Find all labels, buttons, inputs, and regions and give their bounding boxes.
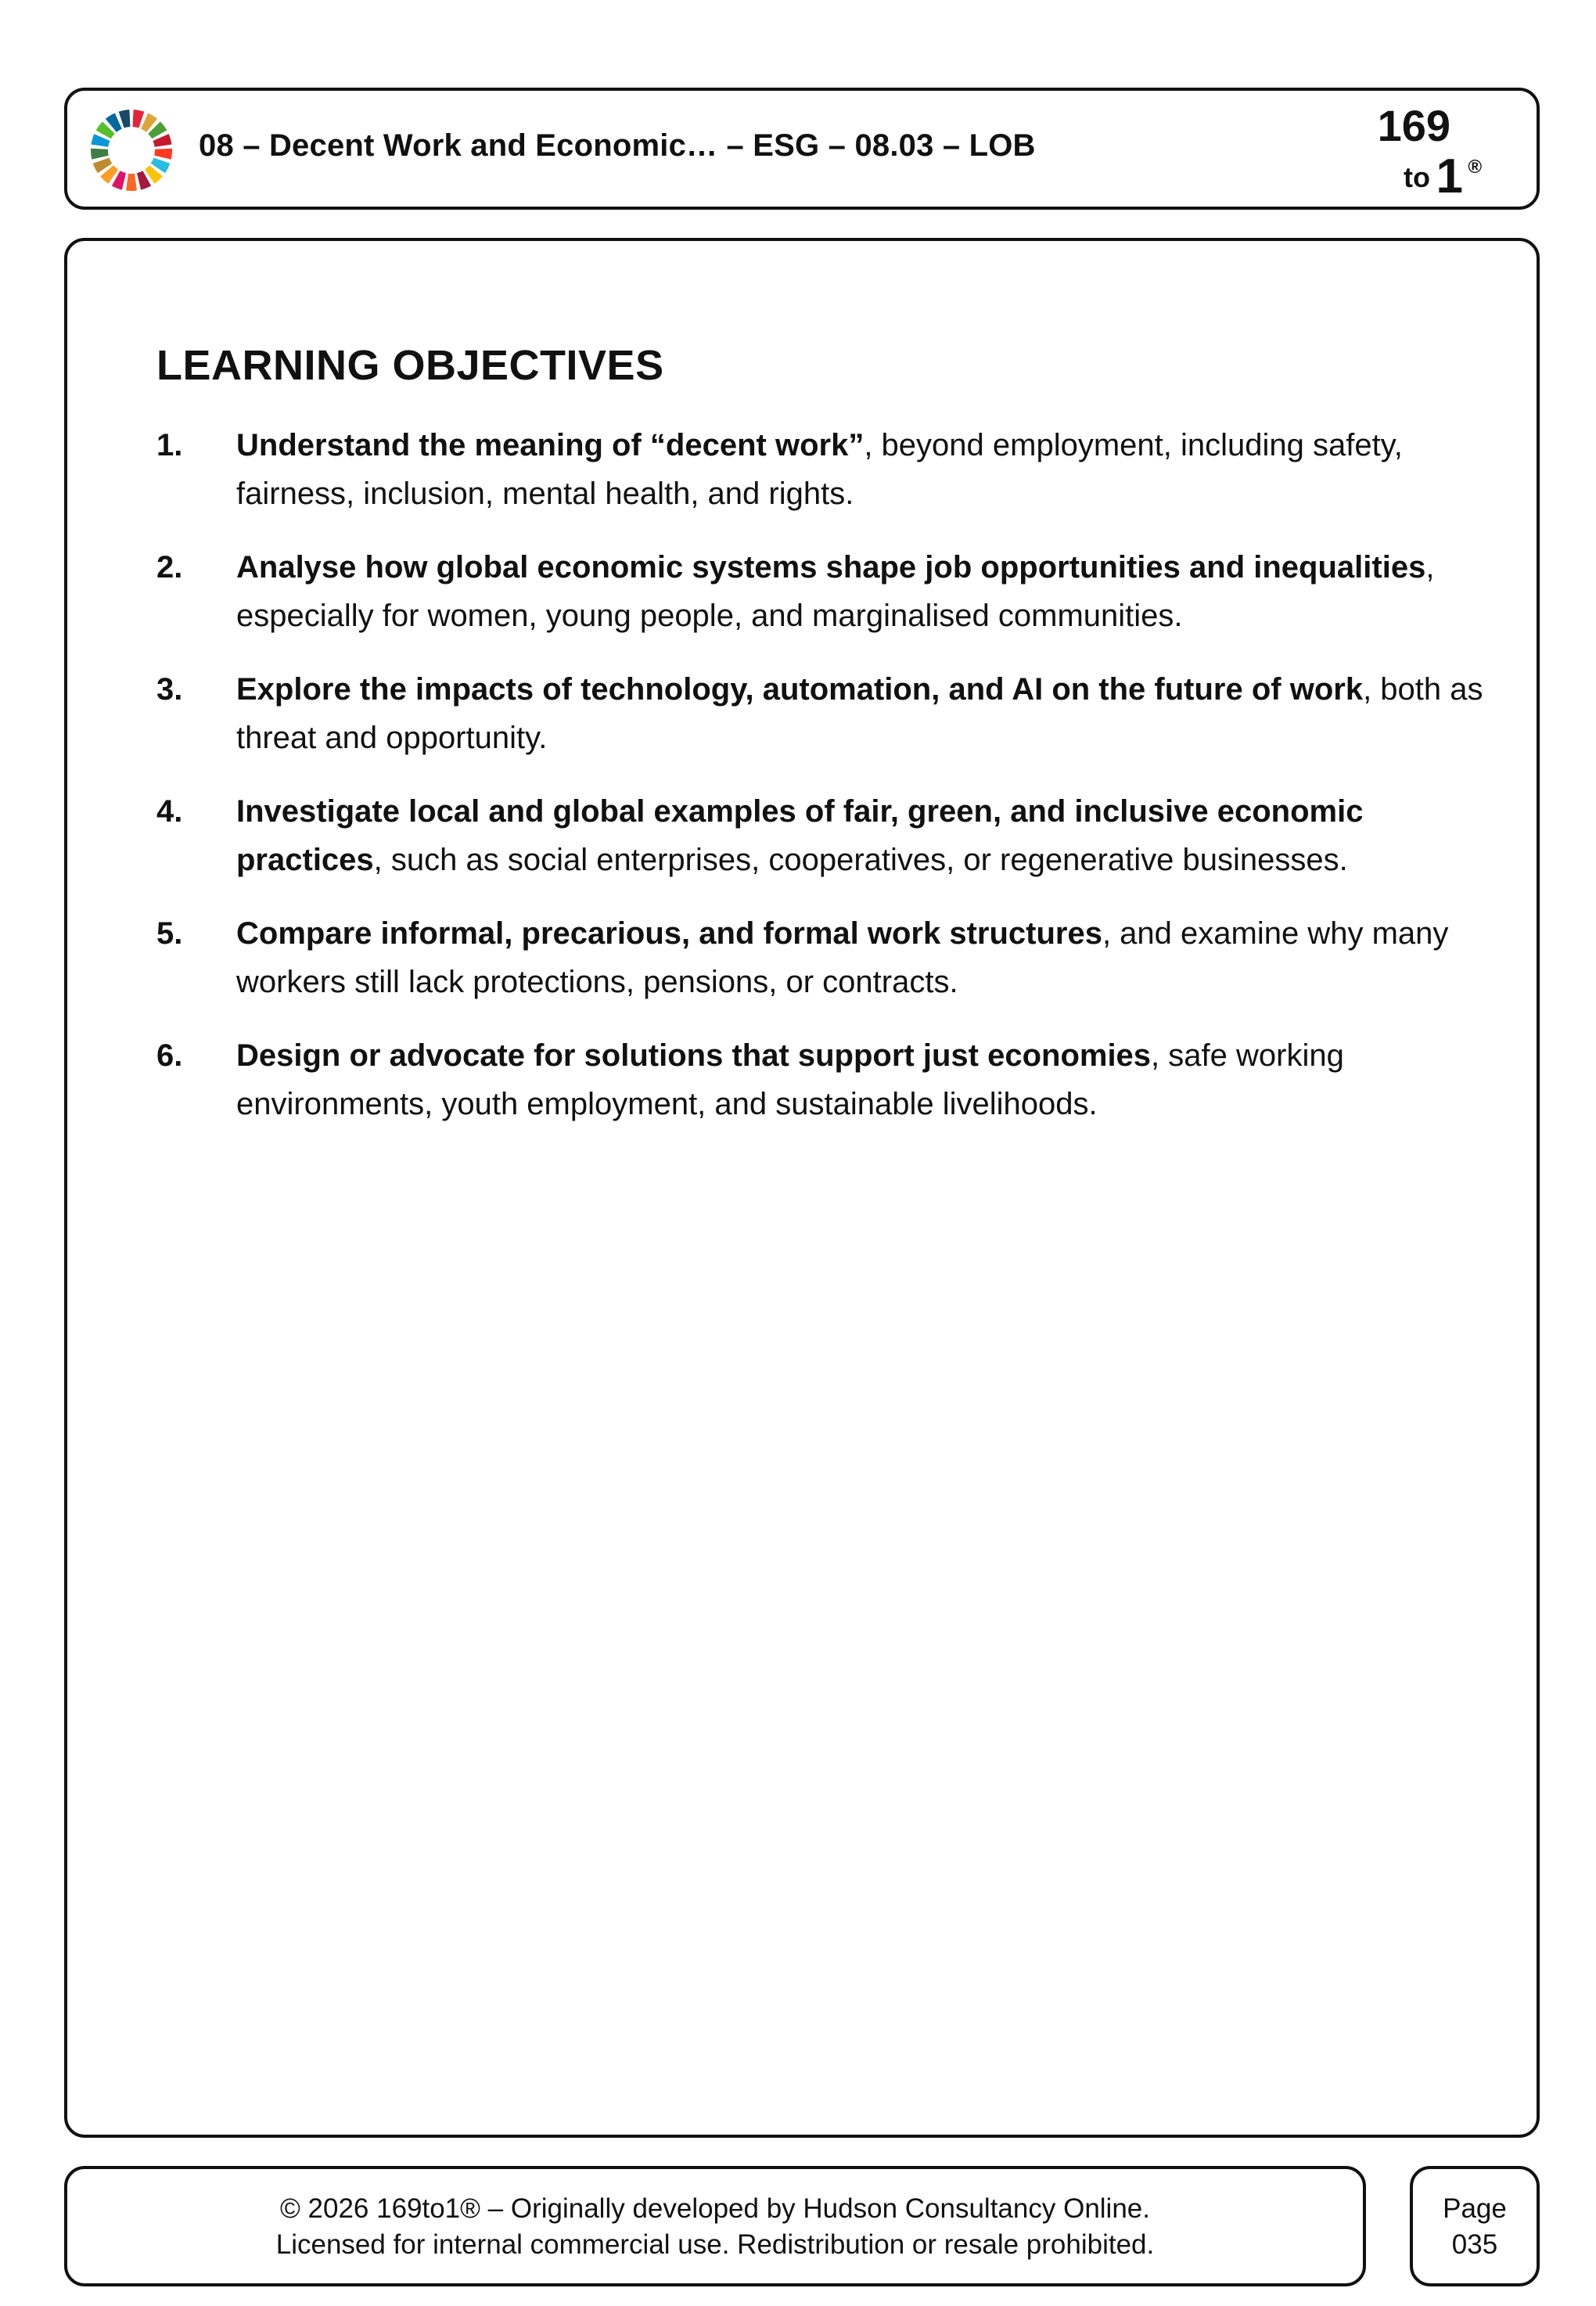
objective-heading: Design or advocate for solutions that support just economies <box>236 1038 1152 1073</box>
brand-number: 169 <box>1377 101 1450 150</box>
sdg-wheel-icon <box>89 108 174 192</box>
wheel-segment <box>132 110 144 128</box>
objective-heading: Explore the impacts of technology, automation, and AI on the future of work <box>236 672 1364 707</box>
objective-number: 2. <box>156 550 183 585</box>
page-header <box>64 88 1540 210</box>
license-line: Licensed for internal commercial use. Redistribution or resale prohibited. <box>275 2229 1155 2260</box>
brand-to: to <box>1404 161 1430 193</box>
objective-text: , especially for women, young people, and marginalised communities. <box>236 550 1435 633</box>
brand-one: 1 <box>1436 149 1463 203</box>
page-label: Page <box>1443 2193 1507 2224</box>
objectives-list <box>156 421 1510 1153</box>
page-footer <box>64 2166 1366 2286</box>
content-panel <box>64 238 1540 2138</box>
brand-registered-mark: ® <box>1468 156 1482 178</box>
objective-heading: Compare informal, precarious, and formal work structures <box>236 916 1102 951</box>
objective-number: 3. <box>156 672 183 707</box>
copyright-line: © 2026 169to1® – Originally developed by Hudson Consultancy Online. <box>280 2193 1150 2224</box>
wheel-segment <box>154 149 172 160</box>
objective-item <box>156 1031 1510 1128</box>
objective-number: 5. <box>156 916 183 951</box>
objective-heading: Analyse how global economic systems shape job opportunities and inequalities <box>236 550 1426 585</box>
objective-heading: Understand the meaning of “decent work” <box>236 428 864 462</box>
objective-item <box>156 787 1510 884</box>
objective-number: 1. <box>156 428 183 462</box>
page-number: 035 <box>1451 2229 1498 2260</box>
objective-heading: Investigate local and global examples of fair, green, and inclusive economic practices <box>236 794 1364 877</box>
section-title: LEARNING OBJECTIVES <box>156 342 664 389</box>
brand-logo <box>1372 97 1482 207</box>
wheel-segment <box>91 149 109 160</box>
objective-number: 4. <box>156 794 183 829</box>
objective-text: , such as social enterprises, cooperatives, or regenerative businesses. <box>373 843 1348 877</box>
wheel-segment <box>126 174 137 191</box>
objective-item <box>156 665 1510 762</box>
objective-text: , beyond employment, including safety, fairness, inclusion, mental health, and rights. <box>236 428 1403 511</box>
objective-text: , safe working environments, youth employment, and sustainable livelihoods. <box>236 1038 1344 1121</box>
objective-text: , both as threat and opportunity. <box>236 672 1483 755</box>
objective-number: 6. <box>156 1038 183 1073</box>
objective-item <box>156 909 1510 1006</box>
page-number-box <box>1410 2166 1540 2286</box>
wheel-segment <box>119 110 131 128</box>
objective-item <box>156 543 1510 640</box>
objective-item <box>156 421 1510 518</box>
header-title: 08 – Decent Work and Economic… – ESG – 08.03 – LOB <box>199 128 1036 163</box>
objective-text: , and examine why many workers still lack protections, pensions, or contracts. <box>236 916 1449 999</box>
